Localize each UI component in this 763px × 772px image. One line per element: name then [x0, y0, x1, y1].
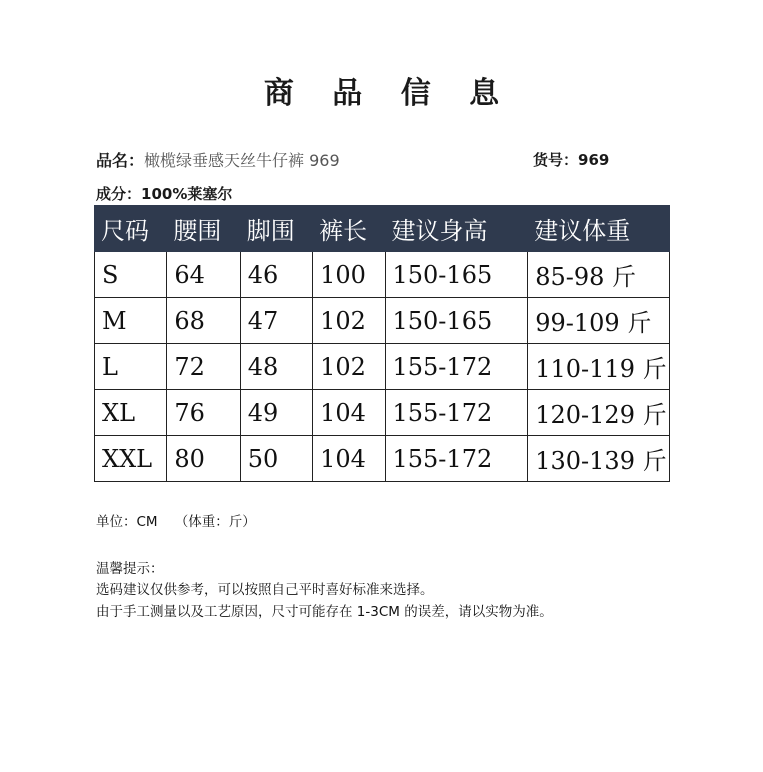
- cell-height: 150-165: [385, 252, 528, 298]
- cell-weight: 99-109 斤: [528, 298, 670, 344]
- product-name-label: 品名：: [96, 151, 145, 170]
- table-row: [95, 390, 670, 436]
- cell-length: 104: [313, 436, 385, 482]
- size-table-header-row: [95, 206, 670, 252]
- tip-line-2: 由于手工测量以及工艺原因，尺寸可能存在 1-3CM 的误差，请以实物为准。: [96, 604, 553, 620]
- cell-length: 102: [313, 298, 385, 344]
- product-sku-row: [533, 149, 609, 170]
- cell-weight: 110-119 斤: [528, 344, 670, 390]
- cell-size: XL: [95, 390, 167, 436]
- cell-waist: 72: [167, 344, 240, 390]
- cell-hem: 49: [240, 390, 312, 436]
- cell-height: 155-172: [385, 436, 528, 482]
- cell-length: 100: [313, 252, 385, 298]
- product-sku-label: 货号：: [533, 151, 579, 169]
- header-size: 尺码: [95, 206, 167, 252]
- cell-weight: 85-98 斤: [528, 252, 670, 298]
- tip-line-1: 选码建议仅供参考，可以按照自己平时喜好标准来选择。: [96, 582, 434, 598]
- table-row: [95, 252, 670, 298]
- cell-waist: 68: [167, 298, 240, 344]
- cell-hem: 48: [240, 344, 312, 390]
- product-sku-value: 969: [578, 151, 610, 169]
- cell-hem: 47: [240, 298, 312, 344]
- header-height: 建议身高: [385, 206, 528, 252]
- composition-value: 100%莱塞尔: [141, 185, 233, 203]
- tip-heading: 温馨提示：: [96, 561, 164, 577]
- product-composition-row: [96, 183, 232, 204]
- cell-hem: 46: [240, 252, 312, 298]
- page-title: 商 品 信 息: [263, 76, 514, 111]
- cell-hem: 50: [240, 436, 312, 482]
- cell-size: S: [95, 252, 167, 298]
- header-length: 裤长: [313, 206, 385, 252]
- header-waist: 腰围: [167, 206, 240, 252]
- cell-size: XXL: [95, 436, 167, 482]
- cell-height: 155-172: [385, 390, 528, 436]
- product-name-row: [96, 148, 340, 171]
- cell-length: 102: [313, 344, 385, 390]
- cell-size: L: [95, 344, 167, 390]
- cell-weight: 130-139 斤: [528, 436, 670, 482]
- size-table: [94, 205, 670, 482]
- cell-height: 150-165: [385, 298, 528, 344]
- cell-waist: 76: [167, 390, 240, 436]
- table-row: [95, 344, 670, 390]
- cell-length: 104: [313, 390, 385, 436]
- cell-height: 155-172: [385, 344, 528, 390]
- composition-label: 成分：: [96, 185, 142, 203]
- header-weight: 建议体重: [528, 206, 670, 252]
- product-name-value: 橄榄绿垂感天丝牛仔裤 969: [144, 151, 340, 170]
- cell-waist: 64: [167, 252, 240, 298]
- unit-note: 单位：CM （体重：斤）: [96, 514, 256, 530]
- header-hem: 脚围: [240, 206, 312, 252]
- table-row: [95, 298, 670, 344]
- cell-waist: 80: [167, 436, 240, 482]
- table-row: [95, 436, 670, 482]
- cell-weight: 120-129 斤: [528, 390, 670, 436]
- cell-size: M: [95, 298, 167, 344]
